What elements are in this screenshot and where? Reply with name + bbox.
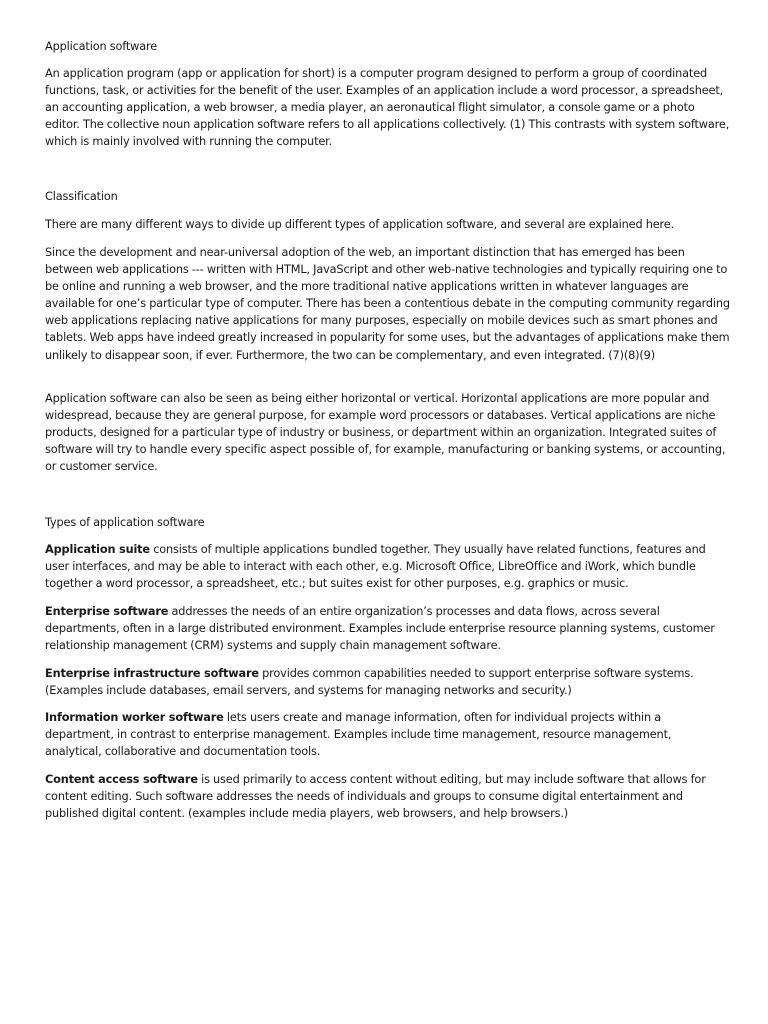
type-item xyxy=(45,665,730,699)
type-description: addresses the needs of an entire organization’s processes and data flows, across several departments, often in a large distributed environment. Examples include enterprise resource planning systems, customer relationship management (CRM) systems and supply chain management software. xyxy=(45,605,715,653)
type-term: Application suite xyxy=(45,543,150,556)
type-term: Enterprise infrastructure software xyxy=(45,667,259,680)
type-term: Content access software xyxy=(45,773,198,786)
classification-paragraph-1: There are many different ways to divide up different types of application software, and several are explained here. xyxy=(45,218,675,231)
classification-paragraph-3: Application software can also be seen as being either horizontal or vertical. Horizontal applications are more popular and widespread, because they are general purpose, for example word processors or databases. Vertical applications are niche products, designed for a particular type of industry or business, or department within an organization. Integrated suites of software will try to handle every specific aspect possible of, for example, manufacturing or banking systems, or accounting, or customer service. xyxy=(45,392,726,474)
type-item xyxy=(45,541,730,592)
type-description: consists of multiple applications bundled together. They usually have related functions, features and user interfaces, and may be able to interact with each other, e.g. Microsoft Office, LibreOffice and iWork, which bundle together a word processor, a spreadsheet, etc.; but suites exist for other purposes, e.g. graphics or music. xyxy=(45,543,706,591)
document-title: Application software xyxy=(45,40,158,53)
classification-paragraph-2: Since the development and near-universal adoption of the web, an important distinction that has emerged has been between web applications --- written with HTML, JavaScript and other web-native technologies and typically requiring one to be online and running a web browser, and the more traditional native applications written in whatever languages are available for one’s particular type of computer. There has been a contentious debate in the computing community regarding web applications replacing native applications for many purposes, especially on mobile devices such as smart phones and tablets. Web apps have indeed greatly increased in popularity for some uses, but the advantages of applications make them unlikely to disappear soon, if ever. Furthermore, the two can be complementary, and even integrated. (7)(8)(9) xyxy=(45,246,730,362)
type-item xyxy=(45,771,730,822)
type-description: lets users create and manage information, often for individual projects within a department, in contrast to enterprise management. Examples include time management, resource management, analytical, collaborative and documentation tools. xyxy=(45,711,672,759)
type-description: provides common capabilities needed to support enterprise software systems. (Examples include databases, email servers, and systems for managing networks and security.) xyxy=(45,667,694,698)
type-term: Enterprise software xyxy=(45,605,169,618)
types-heading: Types of application software xyxy=(45,516,205,529)
type-item xyxy=(45,603,730,654)
classification-heading: Classification xyxy=(45,190,118,203)
type-description: is used primarily to access content without editing, but may include software that allows for content editing. Such software addresses the needs of individuals and groups to consume digital entertainment and published digital content. (examples include media players, web browsers, and help browsers.) xyxy=(45,773,706,821)
intro-paragraph: An application program (app or application for short) is a computer program designed to perform a group of coordinated functions, task, or activities for the benefit of the user. Examples of an application include a word processor, a spreadsheet, an accounting application, a web browser, a media player, an aeronautical flight simulator, a console game or a photo editor. The collective noun application software refers to all applications collectively. (1) This contrasts with system software, which is mainly involved with running the computer. xyxy=(45,67,730,149)
type-item xyxy=(45,709,730,760)
type-term: Information worker software xyxy=(45,711,224,724)
